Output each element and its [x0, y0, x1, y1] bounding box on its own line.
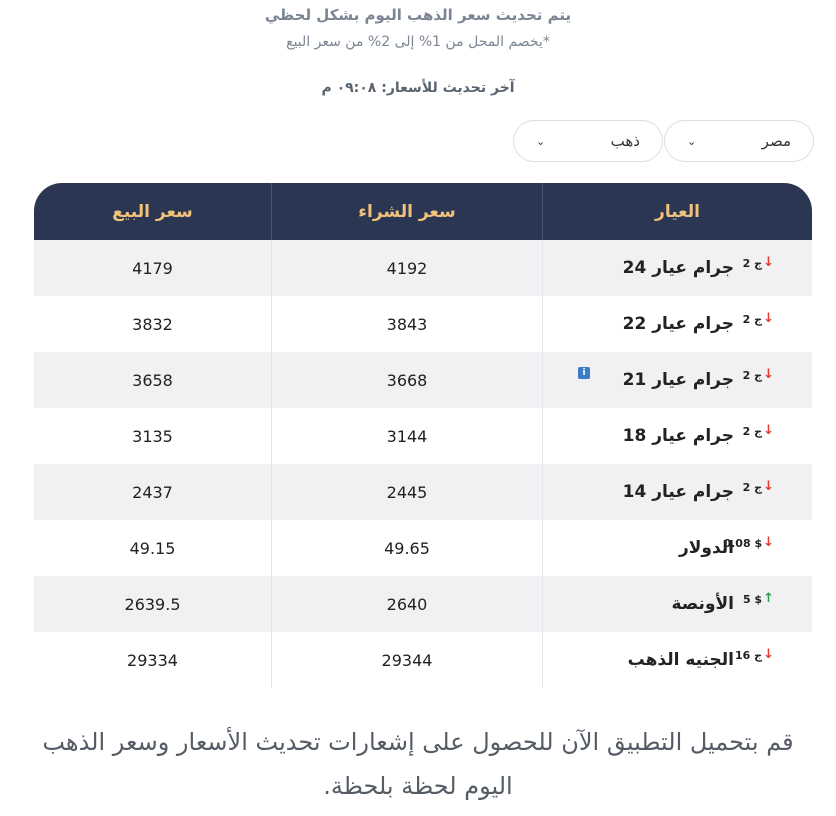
arrow-down-icon: ↓: [763, 535, 774, 550]
karat-cell: [542, 520, 812, 576]
table-row: [34, 352, 812, 408]
sell-price-cell: 2639.5: [124, 594, 181, 614]
price-change-value: 2 ج: [742, 369, 763, 382]
table-row: [34, 296, 812, 352]
table-row: [34, 632, 812, 688]
karat-label: جرام عيار 24: [622, 258, 734, 278]
last-update-text: آخر تحديث للأسعار: ٠٩:٠٨ م: [321, 80, 515, 96]
buy-price-cell: 3843: [271, 296, 542, 352]
karat-cell: [542, 576, 812, 632]
karat-label: جرام عيار 18: [622, 426, 734, 446]
sell-price-cell: 3135: [132, 426, 173, 446]
price-change-value: 2 ج: [742, 257, 763, 270]
buy-price-cell: 3144: [271, 408, 542, 464]
price-change-value: 5 $: [742, 593, 763, 606]
price-change-value: 2 ج: [742, 313, 763, 326]
sell-price-cell: 3658: [132, 370, 173, 390]
arrow-up-icon: ↑: [763, 591, 774, 606]
buy-price-cell: 3668: [271, 352, 542, 408]
table-row: [34, 576, 812, 632]
header-sell: سعر البيع: [112, 201, 193, 222]
country-select[interactable]: [664, 120, 814, 162]
karat-label: جرام عيار 14: [622, 482, 734, 502]
buy-price-cell: 2640: [271, 576, 542, 632]
karat-cell: [542, 632, 812, 688]
karat-label: جرام عيار 21: [622, 370, 734, 390]
prices-table: [34, 183, 812, 688]
buy-price-cell: 4192: [271, 240, 542, 296]
price-change: [743, 313, 774, 326]
price-change: [743, 425, 774, 438]
table-row: [34, 408, 812, 464]
price-change-value: 16 ج: [735, 649, 763, 662]
table-body: [34, 240, 812, 688]
arrow-down-icon: ↓: [763, 255, 774, 270]
sell-price-cell: 2437: [132, 482, 173, 502]
info-icon[interactable]: i: [578, 367, 590, 379]
metal-select-value: ذهب: [610, 132, 640, 150]
metal-select[interactable]: [513, 120, 663, 162]
table-row: [34, 464, 812, 520]
table-row: [34, 520, 812, 576]
arrow-down-icon: ↓: [763, 423, 774, 438]
price-change: [743, 257, 774, 270]
karat-label: الدولار: [678, 538, 734, 558]
table-header: [34, 183, 812, 240]
karat-cell: [542, 408, 812, 464]
header-karat: العيار: [542, 183, 812, 240]
buy-price-cell: 2445: [271, 464, 542, 520]
sell-price-cell: 29334: [127, 650, 178, 670]
price-change: [723, 537, 774, 550]
karat-cell: [542, 464, 812, 520]
price-change: [743, 481, 774, 494]
chevron-down-icon: ⌄: [687, 134, 697, 148]
buy-price-cell: 29344: [271, 632, 542, 688]
chevron-down-icon: ⌄: [536, 134, 546, 148]
sell-price-cell: 4179: [132, 258, 173, 278]
country-select-value: مصر: [761, 132, 791, 150]
price-change-value: 2 ج: [742, 481, 763, 494]
karat-label: الأونصة: [671, 594, 734, 614]
promo-text: قم بتحميل التطبيق الآن للحصول على إشعارات تحديث الأسعار وسعر الذهب اليوم لحظة بلحظة.: [42, 728, 794, 800]
karat-cell: [542, 352, 812, 408]
update-info-text: يتم تحديث سعر الذهب اليوم بشكل لحظي: [264, 6, 572, 24]
karat-cell: [542, 240, 812, 296]
discount-note: *يخصم المحل من 1% إلى 2% من سعر البيع: [286, 34, 550, 50]
karat-cell: [542, 296, 812, 352]
karat-label: جرام عيار 22: [622, 314, 734, 334]
table-row: [34, 240, 812, 296]
header-buy: سعر الشراء: [271, 183, 542, 240]
arrow-down-icon: ↓: [763, 647, 774, 662]
sell-price-cell: 49.15: [129, 538, 176, 558]
karat-label: الجنيه الذهب: [627, 650, 734, 670]
price-change-value: 0.08 $: [723, 537, 763, 550]
price-change: [743, 369, 774, 382]
price-change: [743, 593, 774, 606]
price-change-value: 2 ج: [742, 425, 763, 438]
price-change: [735, 649, 774, 662]
arrow-down-icon: ↓: [763, 367, 774, 382]
arrow-down-icon: ↓: [763, 479, 774, 494]
sell-price-cell: 3832: [132, 314, 173, 334]
buy-price-cell: 49.65: [271, 520, 542, 576]
arrow-down-icon: ↓: [763, 311, 774, 326]
